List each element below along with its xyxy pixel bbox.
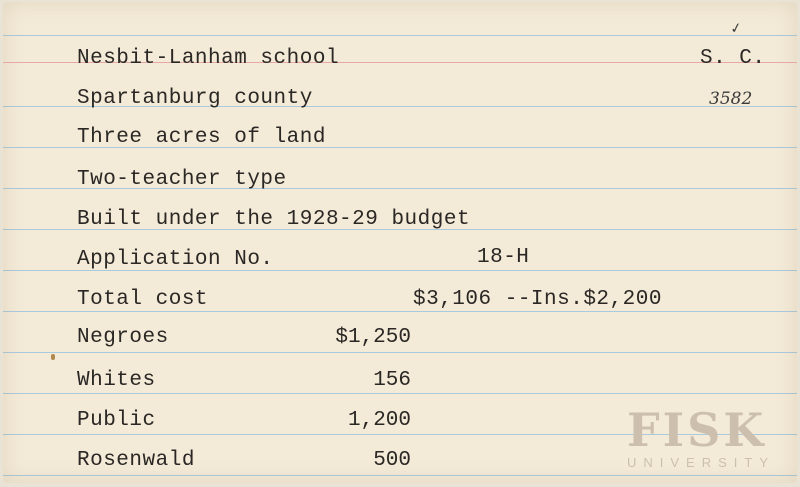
contribution-label: Rosenwald [77,449,195,472]
contribution-label: Whites [77,369,156,392]
index-card [3,2,797,483]
acreage: Three acres of land [77,126,326,149]
county: Spartanburg county [77,87,313,110]
contribution-label: Negroes [77,326,169,349]
contribution-amount: 156 [373,369,411,392]
total-cost-value: $3,106 --Ins.$2,200 [413,288,662,311]
watermark-name: FISK [627,403,767,457]
contribution-label: Public [77,409,156,432]
application-label: Application No. [77,248,274,271]
contribution-amount: 500 [373,449,411,472]
ink-spot [51,354,55,360]
check-mark-icon: ✓ [729,19,743,39]
total-cost-label: Total cost [77,288,209,311]
watermark-subtitle: UNIVERSITY [627,455,776,470]
contribution-amount: $1,250 [335,326,411,349]
state-abbrev: S. C. [700,47,766,70]
application-number: 18-H [477,246,530,269]
handwritten-record-number: 3582 [709,89,753,109]
fisk-university-watermark [627,403,797,470]
school-type: Two-teacher type [77,168,287,191]
school-name: Nesbit-Lanham school [77,47,340,70]
contribution-amount: 1,200 [347,409,411,432]
budget-year: Built under the 1928-29 budget [77,208,471,231]
